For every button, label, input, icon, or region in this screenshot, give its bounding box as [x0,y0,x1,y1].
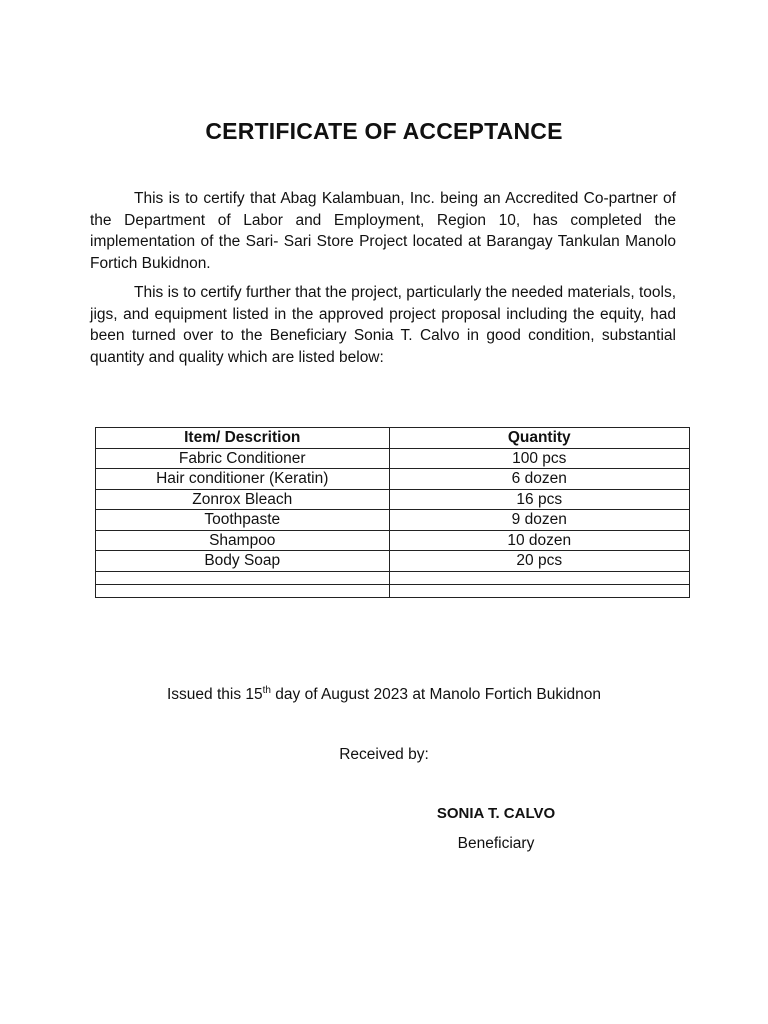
quantity-cell [389,571,689,584]
document-title: CERTIFICATE OF ACCEPTANCE [205,118,563,144]
item-cell: Fabric Conditioner [96,448,390,469]
quantity-cell: 6 dozen [389,469,689,490]
beneficiary-role: Beneficiary [457,835,535,852]
table-row [96,469,690,490]
column-header-item: Item/ Descrition [96,428,390,449]
item-cell: Toothpaste [96,510,390,531]
table-row [96,510,690,531]
received-by-label: Received by: [339,746,429,763]
table-row [96,530,690,551]
table-row [96,448,690,469]
item-cell: Zonrox Bleach [96,489,390,510]
items-table [95,427,690,598]
quantity-cell: 10 dozen [389,530,689,551]
item-cell: Hair conditioner (Keratin) [96,469,390,490]
certification-paragraph-2: This is to certify further that the project, particularly the needed materials, tools, jigs, and equipment listed in the approved project proposal including the equity, had been turned over to the Beneficiary Sonia T. Calvo in good condition, substantial quantity and quality which are listed below: [90,284,676,366]
quantity-cell: 9 dozen [389,510,689,531]
item-cell: Shampoo [96,530,390,551]
issuance-statement [0,686,768,704]
issuance-ordinal-suffix: th [262,684,271,696]
beneficiary-name: SONIA T. CALVO [436,805,556,822]
column-header-quantity: Quantity [389,428,689,449]
quantity-cell: 100 pcs [389,448,689,469]
table-header-row [96,428,690,449]
issuance-suffix: day of August 2023 at Manolo Fortich Bukidnon [270,686,602,703]
table-row-empty [96,584,690,597]
quantity-cell: 20 pcs [389,551,689,572]
table-row [96,551,690,572]
item-cell [96,584,390,597]
quantity-cell: 16 pcs [389,489,689,510]
table-row [96,489,690,510]
item-cell [96,571,390,584]
quantity-cell [389,584,689,597]
table-row-empty [96,571,690,584]
issuance-prefix: Issued this 15 [166,686,263,703]
item-cell: Body Soap [96,551,390,572]
certification-paragraph-1: This is to certify that Abag Kalambuan, Inc. being an Accredited Co-partner of the Department of Labor and Employment, Region 10, has completed the implementation of the Sari- Sari Store Project located at Barangay Tankulan Manolo Fortich Bukidnon. [90,190,676,272]
